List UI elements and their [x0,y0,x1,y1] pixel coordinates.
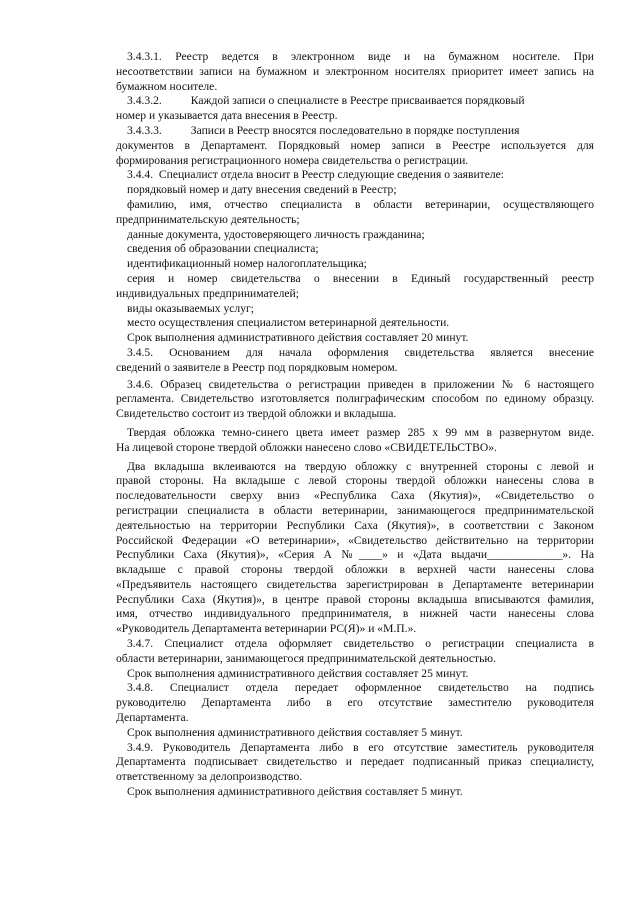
paragraph-3-4-3-2 [116,94,594,124]
text-line: Департамента. [116,711,189,725]
text-line: деятельностью на территории Республики Саха (Якутия)», в соответствии с Законом [116,518,594,532]
text-line: Республики Саха (Якутия)», «Серия А №____» и «Дата выдачи_____________». На [116,548,594,562]
text-line: Твердая обложка темно-синего цвета имеет размер 285 х 99 мм в развернутом виде. [127,425,594,439]
text-line: 3.4.9. Руководитель Департамента либо в его отсутствие заместитель руководителя [127,740,594,754]
list-item [116,198,594,228]
text-line: области ветеринарии, занимающегося предпринимательской деятельностью. [116,651,496,665]
text-line: Срок выполнения административного действия составляет 25 минут. [127,666,469,680]
text-line: Свидетельство состоит из твердой обложки и вкладыша. [116,407,397,421]
text-line: фамилию, имя, отчество специалиста в области ветеринарии, осуществляющего [127,197,594,211]
text-line: бумажном носителе. [116,79,218,93]
paragraph-3-4-8 [116,681,594,725]
text-line: регистрации специалиста в области ветеринарии, занимающегося предпринимательской [116,503,594,517]
text-line: последовательности сверху вниз «Республика Саха (Якутия)», «Свидетельство о [116,489,594,503]
text-line: 3.4.5. Основанием для начала оформления свидетельства является внесение [127,345,594,359]
list-item [116,316,594,331]
paragraph-cover [116,426,594,456]
text-line: 3.4.8. Специалист отдела передает оформленное свидетельство на подпись [127,681,594,695]
text-line: порядковый номер и дату внесения сведений в Реестр; [127,183,397,197]
text-line: формирования регистрационного номера свидетельства о регистрации. [116,153,469,167]
text-line: серия и номер свидетельства о внесении в Единый государственный реестр [127,271,594,285]
text-line: «Предъявитель настоящего свидетельства зарегистрирован в Департаменте ветеринарии [116,577,594,591]
text-line: Срок выполнения административного действия составляет 5 минут. [127,725,463,739]
text-line: регламента. Свидетельство изготовляется полиграфическим способом по единому образцу. [116,392,594,406]
text-line: 3.4.3.1. Реестр ведется в электронном виде и на бумажном носителе. При [127,50,594,63]
text-line: Два вкладыша вклеиваются на твердую обложку с внутренней стороны с левой и [127,459,594,473]
text-line: 3.4.3.2. Каждой записи о специалисте в Реестре присваивается порядковый [127,94,525,108]
text-line: индивидуальных предпринимателей; [116,286,299,300]
text-line: правой стороны. На вкладыше с левой стороны твердой обложки нанесены слова в [116,474,594,488]
text-line: идентификационный номер налогоплательщика; [127,257,367,271]
paragraph-3-4-9 [116,741,594,785]
document-body [116,50,594,800]
text-line: 3.4.4. Специалист отдела вносит в Реестр следующие сведения о заявителе: [127,168,505,182]
list-item [116,242,594,257]
text-line: сведения об образовании специалиста; [127,242,319,256]
list-item [116,272,594,302]
paragraph-deadline [116,667,594,682]
text-line: виды оказываемых услуг; [127,301,254,315]
paragraph-deadline [116,331,594,346]
text-line: 3.4.3.3. Записи в Реестр вносятся последовательно в порядке поступления [127,123,520,137]
text-line: «Руководитель Департамента ветеринарии РС(Я)» и «М.П.». [116,622,417,636]
text-line: руководителю Департамента либо в его отсутствие заместителю руководителя [116,696,594,710]
text-line: имя, отчество индивидуального предпринимателя, в нижней части нанесены слова [116,607,594,621]
paragraph-deadline [116,785,594,800]
text-line: 3.4.6. Образец свидетельства о регистрации приведен в приложении № 6 настоящего [127,377,594,391]
text-line: номер и указывается дата внесения в Реестр. [116,109,338,123]
list-item [116,183,594,198]
text-line: На лицевой стороне твердой обложки нанесено слово «СВИДЕТЕЛЬСТВО». [116,440,497,454]
text-line: Срок выполнения административного действия составляет 20 минут. [127,331,469,345]
text-line: Срок выполнения административного действия составляет 5 минут. [127,785,463,799]
paragraph-3-4-6 [116,378,594,422]
text-line: предпринимательскую деятельность; [116,212,300,226]
paragraph-inserts [116,460,594,638]
paragraph-3-4-3-3 [116,124,594,168]
text-line: место осуществления специалистом ветеринарной деятельности. [127,316,450,330]
text-line: ответственному за делопроизводство. [116,770,303,784]
list-item [116,302,594,317]
paragraph-deadline [116,726,594,741]
paragraph-3-4-7 [116,637,594,667]
text-line: несоответствии записи на бумажном и электронном носителях приоритет имеет запись на [116,64,594,78]
paragraph-3-4-5 [116,346,594,376]
text-line: данные документа, удостоверяющего личность гражданина; [127,227,425,241]
text-line: 3.4.7. Специалист отдела оформляет свидетельство о регистрации специалиста в [127,637,594,651]
text-line: Республики Саха (Якутия)», в центре правой стороны вкладыша вписываются фамилия, [116,592,594,606]
list-item [116,257,594,272]
text-line: Российской Федерации «О ветеринарии», «Свидетельство действительно на территории [116,533,594,547]
list-item [116,228,594,243]
paragraph-3-4-4 [116,168,594,183]
paragraph-3-4-3-1 [116,50,594,94]
text-line: документов в Департамент. Порядковый номер записи в Реестре используется для [116,138,594,152]
text-line: Департамента подписывает свидетельство и передает подписанный приказ специалисту, [116,755,594,769]
text-line: вкладыше с правой стороны твердой обложки в верхней части нанесены слова [116,563,594,577]
text-line: сведений о заявителе в Реестр под порядковым номером. [116,360,398,374]
